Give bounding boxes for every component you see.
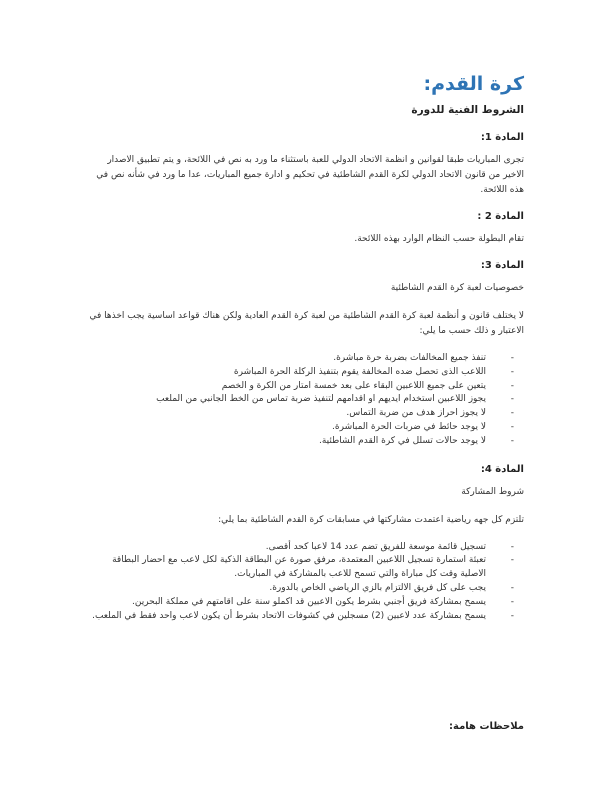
section-subtitle: الشروط الفنية للدورة xyxy=(411,104,524,116)
article-2-heading: المادة 2 : xyxy=(477,211,524,222)
article-4-heading: المادة 4: xyxy=(480,463,524,475)
article-4-list xyxy=(84,541,524,624)
document-body xyxy=(84,72,524,638)
notes-heading: ملاحظات هامة: xyxy=(449,721,524,732)
list-item: - تنفذ جميع المخالفات بضربة حرة مباشرة. xyxy=(84,352,486,366)
article-3-text: لا يختلف قانون و أنظمة لعبة كرة القدم الشاطئية من لعبة كرة القدم العادية ولكن هناك قواعد اساسية يجب اخذها في الاعتبار و ذلك حسب ما يلي: xyxy=(89,311,524,336)
list-item: - يسمح بمشاركة عدد لاعبين (2) مسجلين في كشوفات الاتحاد بشرط أن يكون لاعب واحد فقط في الملعب. xyxy=(84,610,486,624)
article-1-heading: المادة 1: xyxy=(480,132,524,143)
article-3-heading: المادة 3: xyxy=(480,260,524,271)
list-item: - تسجيل قائمة موسعة للفريق تضم عدد 14 لاعبا كحد أقصى. xyxy=(84,541,486,555)
article-3-list xyxy=(84,352,524,449)
article-4-intro: شروط المشاركة xyxy=(461,486,524,497)
list-item: - اللاعب الذى تحصل ضده المخالفة يقوم بتنفيذ الركلة الحرة المباشرة xyxy=(84,366,486,380)
article-3-intro: خصوصيات لعبة كرة القدم الشاطئية xyxy=(390,283,524,293)
page-title: كرة القدم: xyxy=(423,73,524,95)
list-item: - يجوز اللاعبين استخدام ايديهم او اقدامهم لتنفيذ ضربة تماس من الخط الجانبي من الملعب xyxy=(84,393,486,407)
list-item: - لا يجوز احراز هدف من ضربة التماس. xyxy=(84,407,486,421)
article-4-text: تلتزم كل جهه رياضية اعتمدت مشاركتها في مسابقات كرة القدم الشاطئية بما يلي: xyxy=(218,514,524,525)
list-item: - لا يوجد حائط في ضربات الحرة المباشرة. xyxy=(84,421,486,435)
list-item: - تعبئة استمارة تسجيل اللاعبين المعتمدة، مرفق صورة عن البطاقة الذكية لكل لاعب مع احضار البطاقة الاصلية وقت كل مباراة والتي تسمح للاعب بالمشاركة في المباريات. xyxy=(84,554,486,582)
list-item: - يجب على كل فريق الالتزام بالزي الرياضي الخاص بالدورة. xyxy=(84,582,486,596)
list-item: - لا يوجد حالات تسلل في كرة القدم الشاطئية. xyxy=(84,435,486,449)
list-item: - يسمح بمشاركة فريق أجنبي بشرط يكون الاعبين قد اكملو سنة على اقامتهم في مملكة البحرين. xyxy=(84,596,486,610)
article-2-text: تقام البطولة حسب النظام الوارد بهذه اللائحة. xyxy=(354,234,524,244)
list-item: - يتعين على جميع اللاعبين البقاء على بعد خمسة امتار من الكرة و الخصم xyxy=(84,380,486,394)
article-1-text: تجرى المباريات طبقا لقوانين و انظمة الاتحاد الدولي للعبة باستثناء ما ورد به نص في اللائحة، و يتم تطبيق الاصدار الاخير من قانون الاتحاد الدولي لكرة القدم الشاطئية في تحكيم و ادارة جميع المباريات، عدا ما ورد في شأنه نص في هذه اللائحة. xyxy=(96,155,524,195)
